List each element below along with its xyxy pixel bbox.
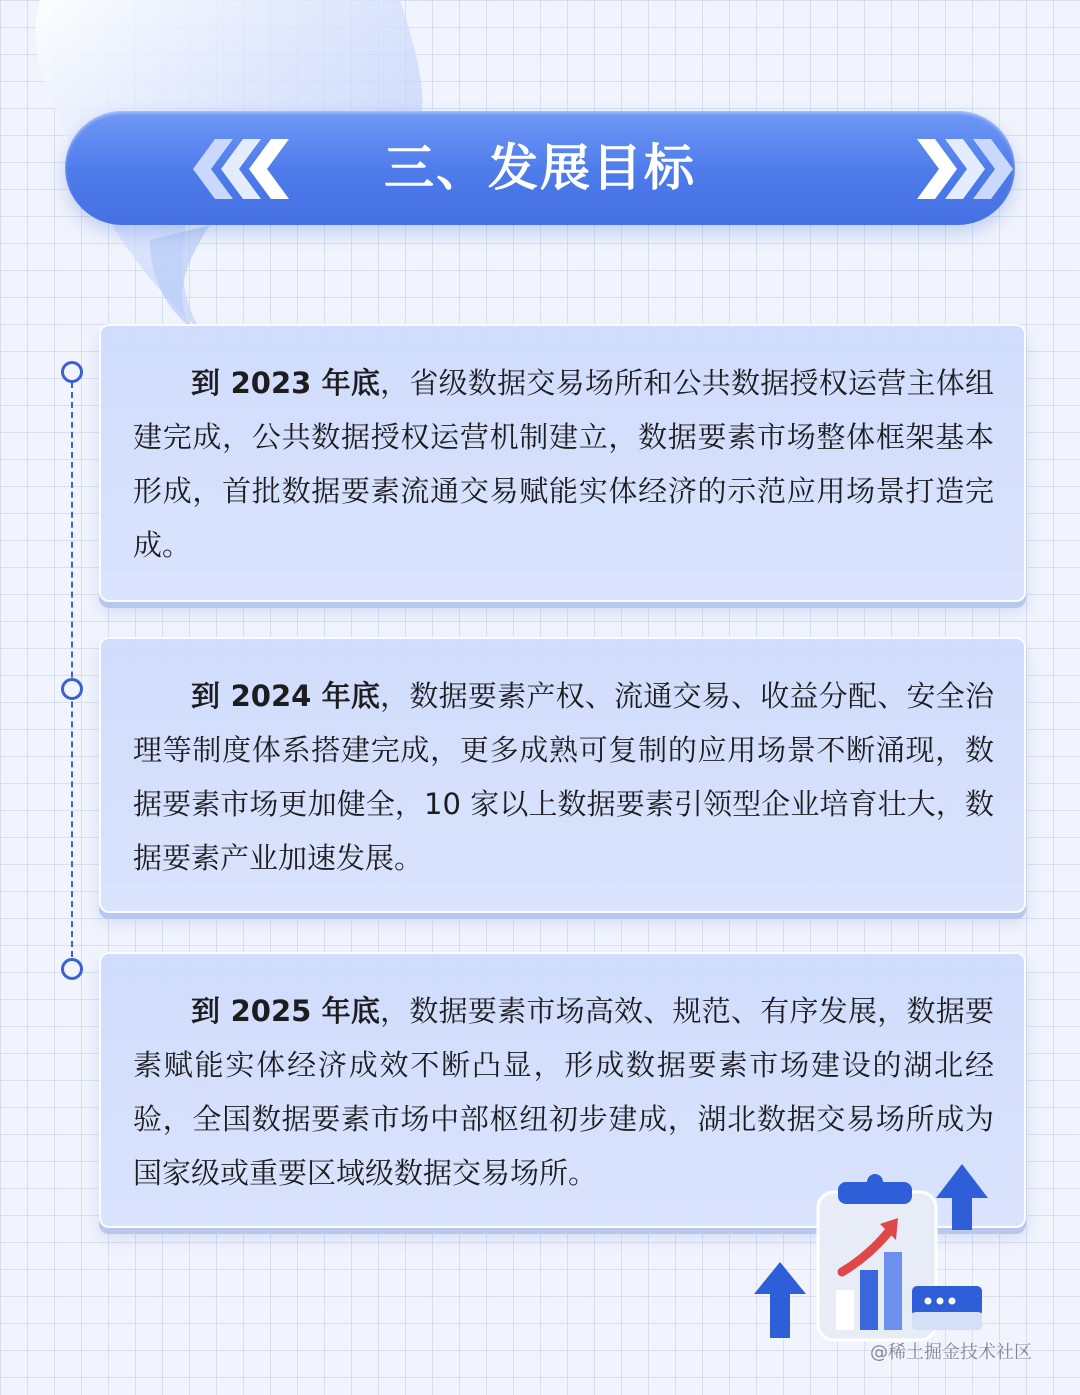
timeline-dot	[61, 958, 83, 980]
goal-lead: 到 2025 年底	[191, 994, 381, 1028]
timeline-dot	[61, 361, 83, 383]
goal-text	[133, 356, 994, 572]
section-banner	[65, 111, 1015, 225]
timeline-line	[71, 372, 73, 967]
growth-chart-illustration	[750, 1160, 990, 1350]
goal-lead: 到 2024 年底	[191, 679, 381, 713]
banner-title: 三、发展目标	[384, 139, 696, 197]
up-arrow-icon	[936, 1164, 988, 1230]
right-double-chevron-icon	[913, 139, 1013, 199]
goal-card-2023	[99, 324, 1026, 602]
goal-text	[133, 669, 994, 885]
goal-body: ，省级数据交易场所和公共数据授权运营主体组建完成，公共数据授权运营机制建立，数据要素市场整体框架基本形成，首批数据要素流通交易赋能实体经济的示范应用场景打造完成。	[133, 366, 994, 562]
goal-lead: 到 2023 年底	[191, 366, 381, 400]
goal-card-2024	[99, 637, 1026, 913]
up-arrow-icon	[754, 1262, 806, 1338]
watermark: @稀土掘金技术社区	[870, 1342, 1032, 1363]
timeline-dot	[61, 678, 83, 700]
goal-body: ，数据要素市场高效、规范、有序发展，数据要素赋能实体经济成效不断凸显，形成数据要素市场建设的湖北经验，全国数据要素市场中部枢纽初步建成，湖北数据交易场所成为国家级或重要区域级数据交易场所。	[133, 994, 994, 1190]
goal-body: ，数据要素产权、流通交易、收益分配、安全治理等制度体系搭建完成，更多成熟可复制的应用场景不断涌现，数据要素市场更加健全，10 家以上数据要素引领型企业培育壮大，数据要素产业加速发展。	[133, 679, 994, 875]
server-box-icon	[912, 1286, 982, 1330]
